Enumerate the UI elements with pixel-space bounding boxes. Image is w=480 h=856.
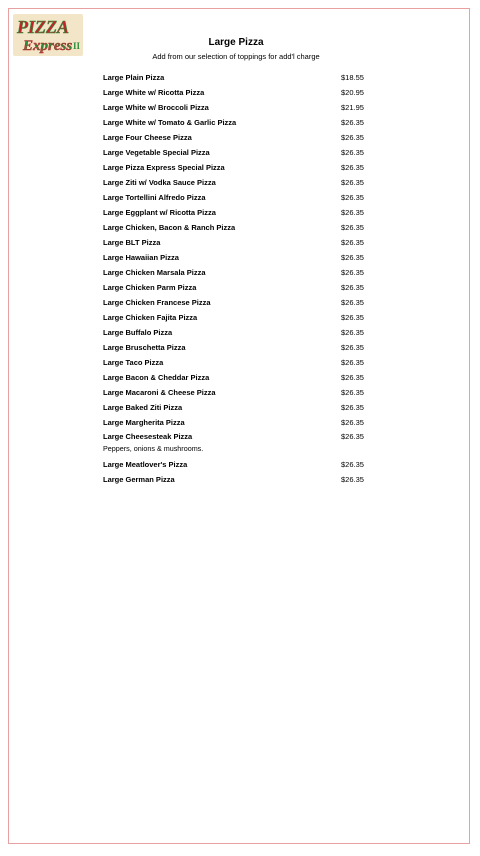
menu-item-price: $18.55 bbox=[341, 73, 364, 82]
menu-item-price: $26.35 bbox=[341, 403, 364, 412]
menu-item-row bbox=[103, 265, 383, 280]
menu-item-price: $26.35 bbox=[341, 298, 364, 307]
menu-item-price: $21.95 bbox=[341, 103, 364, 112]
menu-item bbox=[103, 340, 383, 355]
menu-item-name: Large Hawaiian Pizza bbox=[103, 253, 179, 262]
menu-item-price: $26.35 bbox=[341, 133, 364, 142]
menu-item-price: $26.35 bbox=[341, 475, 364, 484]
menu-item-price: $26.35 bbox=[341, 118, 364, 127]
menu-item-price: $26.35 bbox=[341, 193, 364, 202]
menu-item bbox=[103, 310, 383, 325]
menu-item-name: Large Chicken Francese Pizza bbox=[103, 298, 211, 307]
menu-item-price: $26.35 bbox=[341, 238, 364, 247]
menu-item bbox=[103, 265, 383, 280]
menu-item bbox=[103, 115, 383, 130]
menu-item-name: Large Bruschetta Pizza bbox=[103, 343, 186, 352]
menu-item-price: $26.35 bbox=[341, 268, 364, 277]
menu-item-row bbox=[103, 457, 383, 472]
menu-item-price: $26.35 bbox=[341, 208, 364, 217]
menu-item bbox=[103, 70, 383, 85]
menu-item-row bbox=[103, 250, 383, 265]
menu-item-price: $26.35 bbox=[341, 418, 364, 427]
svg-text:Express: Express bbox=[23, 38, 73, 54]
menu-item-price: $26.35 bbox=[341, 343, 364, 352]
menu-item-row bbox=[103, 220, 383, 235]
menu-item-row bbox=[103, 280, 383, 295]
menu-item-row bbox=[103, 205, 383, 220]
menu-item-row bbox=[103, 145, 383, 160]
menu-item-row bbox=[103, 370, 383, 385]
menu-list bbox=[103, 70, 383, 487]
menu-item bbox=[103, 220, 383, 235]
menu-item-row bbox=[103, 160, 383, 175]
menu-item-price: $26.35 bbox=[341, 328, 364, 337]
menu-item-name: Large BLT Pizza bbox=[103, 238, 161, 247]
menu-item-row bbox=[103, 85, 383, 100]
menu-item bbox=[103, 130, 383, 145]
menu-item-name: Large Chicken Fajita Pizza bbox=[103, 313, 198, 322]
menu-item bbox=[103, 280, 383, 295]
menu-item bbox=[103, 250, 383, 265]
menu-item-name: Large Margherita Pizza bbox=[103, 418, 185, 427]
menu-item-name: Large Ziti w/ Vodka Sauce Pizza bbox=[103, 178, 216, 187]
menu-item bbox=[103, 400, 383, 415]
menu-item-name: Large Tortellini Alfredo Pizza bbox=[103, 193, 206, 202]
menu-item bbox=[103, 385, 383, 400]
menu-item bbox=[103, 85, 383, 100]
menu-item bbox=[103, 235, 383, 250]
menu-item-price: $20.95 bbox=[341, 88, 364, 97]
menu-item-price: $26.35 bbox=[341, 358, 364, 367]
menu-item-row bbox=[103, 415, 383, 430]
menu-item-name: Large Taco Pizza bbox=[103, 358, 164, 367]
menu-item-name: Large White w/ Ricotta Pizza bbox=[103, 88, 205, 97]
menu-item bbox=[103, 145, 383, 160]
menu-item-name: Large White w/ Tomato & Garlic Pizza bbox=[103, 118, 237, 127]
menu-item-row bbox=[103, 430, 383, 441]
menu-item-name: Large Chicken, Bacon & Ranch Pizza bbox=[103, 223, 236, 232]
menu-item bbox=[103, 370, 383, 385]
menu-item-name: Large Baked Ziti Pizza bbox=[103, 403, 183, 412]
menu-item-row bbox=[103, 70, 383, 85]
menu-item bbox=[103, 415, 383, 430]
menu-item-price: $26.35 bbox=[341, 253, 364, 262]
menu-item-name: Large Plain Pizza bbox=[103, 73, 165, 82]
menu-item-name: Large Four Cheese Pizza bbox=[103, 133, 192, 142]
menu-item bbox=[103, 100, 383, 115]
menu-item bbox=[103, 295, 383, 310]
menu-item-price: $26.35 bbox=[341, 388, 364, 397]
menu-item-description: Peppers, onions & mushrooms. bbox=[103, 444, 204, 453]
menu-item-name: Large Vegetable Special Pizza bbox=[103, 148, 210, 157]
menu-item-price: $26.35 bbox=[341, 148, 364, 157]
menu-item bbox=[103, 472, 383, 487]
menu-item-name: Large Bacon & Cheddar Pizza bbox=[103, 373, 210, 382]
menu-item bbox=[103, 160, 383, 175]
menu-item bbox=[103, 190, 383, 205]
menu-item bbox=[103, 355, 383, 370]
menu-item-row bbox=[103, 175, 383, 190]
menu-item-price: $26.35 bbox=[341, 283, 364, 292]
menu-item-price: $26.35 bbox=[341, 460, 364, 469]
menu-item bbox=[103, 457, 383, 472]
menu-item-row bbox=[103, 472, 383, 487]
menu-item-row bbox=[103, 295, 383, 310]
menu-item-row bbox=[103, 235, 383, 250]
menu-item-name: Large Macaroni & Cheese Pizza bbox=[103, 388, 216, 397]
menu-item-name: Large White w/ Broccoli Pizza bbox=[103, 103, 209, 112]
menu-item-row bbox=[103, 130, 383, 145]
menu-item-price: $26.35 bbox=[341, 373, 364, 382]
menu-item-row bbox=[103, 310, 383, 325]
menu-item bbox=[103, 205, 383, 220]
menu-item-row bbox=[103, 400, 383, 415]
menu-item-name: Large Chicken Parm Pizza bbox=[103, 283, 197, 292]
svg-text:PIZZA: PIZZA bbox=[17, 17, 69, 37]
svg-text:II: II bbox=[73, 41, 81, 51]
menu-item-row bbox=[103, 385, 383, 400]
menu-item-name: Large Buffalo Pizza bbox=[103, 328, 173, 337]
menu-item bbox=[103, 175, 383, 190]
page-title: Large Pizza bbox=[208, 37, 264, 48]
menu-item-name: Large Pizza Express Special Pizza bbox=[103, 163, 225, 172]
menu-item-name: Large Meatlover's Pizza bbox=[103, 460, 188, 469]
menu-item-name: Large Eggplant w/ Ricotta Pizza bbox=[103, 208, 216, 217]
menu-item-row bbox=[103, 100, 383, 115]
menu-item-name: Large German Pizza bbox=[103, 475, 175, 484]
menu-item bbox=[103, 325, 383, 340]
pizza-express-logo bbox=[13, 14, 83, 56]
page-subtitle: Add from our selection of toppings for add'l charge bbox=[152, 52, 320, 61]
menu-item-price: $26.35 bbox=[341, 223, 364, 232]
menu-item-price: $26.35 bbox=[341, 313, 364, 322]
menu-item-row bbox=[103, 115, 383, 130]
menu-item-name: Large Chicken Marsala Pizza bbox=[103, 268, 206, 277]
menu-item-price: $26.35 bbox=[341, 178, 364, 187]
menu-item-price: $26.35 bbox=[341, 163, 364, 172]
menu-item-name: Large Cheesesteak Pizza bbox=[103, 432, 193, 441]
menu-item-row bbox=[103, 340, 383, 355]
menu-item-row bbox=[103, 355, 383, 370]
menu-item bbox=[103, 430, 383, 453]
menu-item-row bbox=[103, 190, 383, 205]
menu-item-row bbox=[103, 325, 383, 340]
menu-item-price: $26.35 bbox=[341, 432, 364, 441]
